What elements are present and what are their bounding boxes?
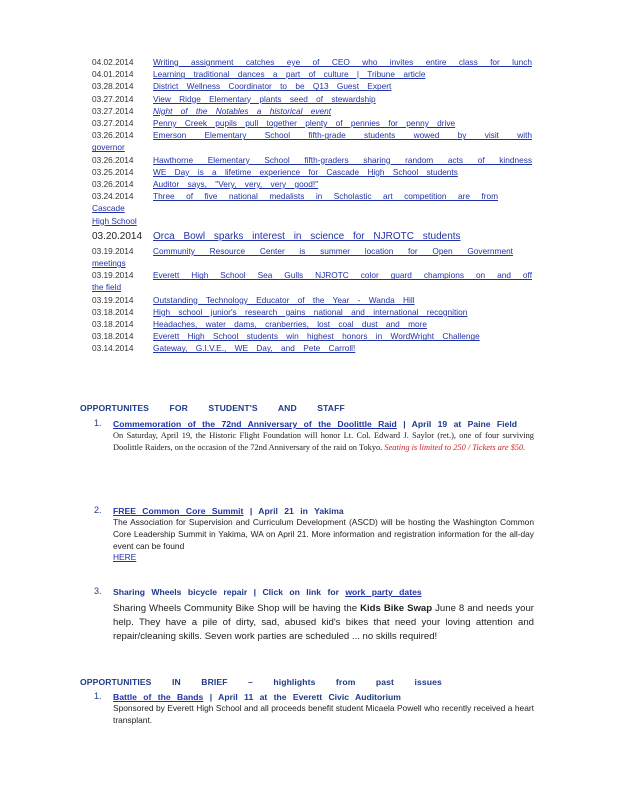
- news-date: 03.20.2014: [92, 230, 143, 242]
- news-link[interactable]: Hawthorne Elementary School fifth-graders sharing random acts of kindness: [153, 154, 532, 165]
- news-item: [92, 306, 532, 318]
- kids-bike-swap: Kids Bike Swap: [360, 603, 433, 614]
- item-number: 1.: [94, 418, 102, 428]
- item-number: 3.: [94, 586, 102, 596]
- news-date: 03.19.2014: [92, 270, 134, 281]
- opportunity-item: [94, 505, 534, 564]
- news-link[interactable]: Outstanding Technology Educator of the Year - Wanda Hill: [153, 294, 415, 305]
- news-item: [92, 342, 532, 354]
- opportunity-item: [94, 586, 534, 643]
- section-heading: OPPORTUNITIES IN BRIEF – highlights from past issues: [80, 677, 442, 687]
- item-meta: | April 11 at the Everett Civic Auditorium: [209, 692, 401, 702]
- news-link-continuation[interactable]: the field: [92, 282, 122, 293]
- news-link[interactable]: Everett High School Sea Gulls NJROTC color guard champions on and off: [153, 270, 532, 281]
- item-link[interactable]: Battle of the Bands: [113, 692, 204, 702]
- news-date: 03.28.2014: [92, 81, 134, 92]
- news-item: [92, 190, 532, 202]
- news-date: 03.25.2014: [92, 166, 134, 177]
- news-item: [92, 245, 532, 257]
- news-date: 03.19.2014: [92, 245, 134, 256]
- news-link[interactable]: Gateway, G.I.V.E., WE Day, and Pete Carroll!: [153, 343, 356, 354]
- news-link-continuation[interactable]: meetings: [92, 258, 126, 269]
- item-link[interactable]: FREE Common Core Summit: [113, 506, 244, 516]
- item-meta: | April 19 at Paine Field: [403, 419, 517, 429]
- item-note: Seating is limited to 250 / Tickets are $50.: [384, 442, 526, 452]
- news-item: [92, 154, 532, 166]
- item-link[interactable]: Commemoration of the 72nd Anniversary of the Doolittle Raid: [113, 419, 397, 429]
- item-description: Sponsored by Everett High School and all proceeds benefit student Micaela Powell who recently received a heart transplant.: [113, 703, 534, 725]
- news-date: 03.14.2014: [92, 343, 134, 354]
- item-text: The Association for Supervision and Curriculum Development (ASCD) will be hosting the Washington Common Core Leadership Summit in Yakima, WA on April 21. More information and registration information for the all-day event can be found: [113, 517, 534, 551]
- news-date: 03.18.2014: [92, 319, 134, 330]
- item-number: 2.: [94, 505, 102, 515]
- news-item: [92, 68, 532, 80]
- news-link[interactable]: Learning traditional dances a part of culture | Tribune article: [153, 69, 426, 80]
- news-date: 03.26.2014: [92, 154, 134, 165]
- brief-item: [94, 691, 534, 727]
- news-date: 03.27.2014: [92, 105, 134, 116]
- news-date: 03.24.2014: [92, 191, 134, 202]
- here-link[interactable]: HERE: [113, 552, 137, 563]
- item-text: On Saturday, April 19, the Historic Flight Foundation will honor Lt. Col. Edward J. Saylor (ret.), one of four surviving Doolittle Raiders, on the occasion of the 72nd Anniversary of the raid on Tokyo.: [113, 431, 534, 452]
- news-date: 04.02.2014: [92, 57, 134, 67]
- news-link[interactable]: Auditor says, "Very, very, very good!": [153, 179, 319, 190]
- news-link[interactable]: Everett High School students win highest honors in WordWright Challenge: [153, 331, 480, 342]
- news-link-continuation[interactable]: governor: [92, 142, 125, 153]
- news-item-featured: [92, 229, 532, 244]
- news-link[interactable]: Night of the Notables a historical event: [153, 105, 332, 116]
- news-date: 04.01.2014: [92, 69, 134, 80]
- news-link[interactable]: Emerson Elementary School fifth-grade students wowed by visit with: [153, 130, 532, 141]
- item-description: [113, 430, 534, 454]
- news-link[interactable]: WE Day is a lifetime experience for Cascade High School students: [153, 166, 458, 177]
- item-title: Sharing Wheels bicycle repair: [113, 587, 248, 597]
- news-link[interactable]: Writing assignment catches eye of CEO who invites entire class for lunch: [153, 57, 532, 67]
- item-text: Sharing Wheels Community Bike Shop will be having the: [113, 603, 358, 614]
- news-item: [92, 56, 532, 68]
- news-link-continuation[interactable]: Cascade: [92, 203, 125, 214]
- news-date: 03.18.2014: [92, 331, 134, 342]
- news-item: [92, 318, 532, 330]
- news-link-continuation[interactable]: High School: [92, 215, 137, 226]
- news-item: [92, 80, 532, 92]
- news-link[interactable]: Orca Bowl sparks interest in science for NJROTC students: [153, 230, 461, 242]
- news-date: 03.26.2014: [92, 130, 134, 141]
- opportunity-item: [94, 418, 534, 454]
- news-item: [92, 105, 532, 117]
- item-description: [113, 602, 534, 643]
- news-date: 03.27.2014: [92, 118, 134, 129]
- news-link[interactable]: Headaches, water dams, cranberries, lost coal dust and more: [153, 319, 427, 330]
- news-item: [92, 330, 532, 342]
- news-link[interactable]: Community Resource Center is summer location for Open Government: [153, 245, 513, 256]
- item-text: June 8 and needs your help. They have a pile of dirty, sad, abused kid's bikes that need your loving attention and repair/cleaning skills. Seven work parties are scheduled ... no skills required!: [113, 603, 534, 642]
- news-item: [92, 166, 532, 178]
- section-heading: OPPORTUNITES FOR STUDENT'S AND STAFF: [80, 403, 345, 413]
- item-description: [113, 517, 534, 564]
- item-number: 1.: [94, 691, 102, 701]
- item-heading: [113, 691, 534, 703]
- item-heading: [113, 586, 534, 598]
- news-item: [92, 178, 532, 190]
- news-link[interactable]: Penny Creek pupils pull together plenty of pennies for penny drive: [153, 118, 456, 129]
- news-link[interactable]: View Ridge Elementary plants seed of stewardship: [153, 93, 376, 104]
- news-item: [92, 294, 532, 306]
- news-item: [92, 269, 532, 281]
- news-list: [92, 56, 532, 355]
- news-link[interactable]: High school junior's research gains national and international recognition: [153, 306, 468, 317]
- news-link[interactable]: District Wellness Coordinator to be Q13 Guest Expert: [153, 81, 392, 92]
- news-date: 03.26.2014: [92, 179, 134, 190]
- work-party-link[interactable]: work party dates: [345, 587, 422, 597]
- item-meta: | April 21 in Yakima: [249, 506, 344, 516]
- news-date: 03.18.2014: [92, 306, 134, 317]
- item-meta: | Click on link for: [253, 587, 339, 597]
- news-link[interactable]: Three of five national medalists in Scholastic art competition are from: [153, 191, 498, 202]
- item-heading: [113, 505, 534, 517]
- news-item: [92, 129, 532, 141]
- news-date: 03.19.2014: [92, 294, 134, 305]
- news-item: [92, 117, 532, 129]
- news-item: [92, 93, 532, 105]
- item-heading: [113, 418, 534, 430]
- news-date: 03.27.2014: [92, 93, 134, 104]
